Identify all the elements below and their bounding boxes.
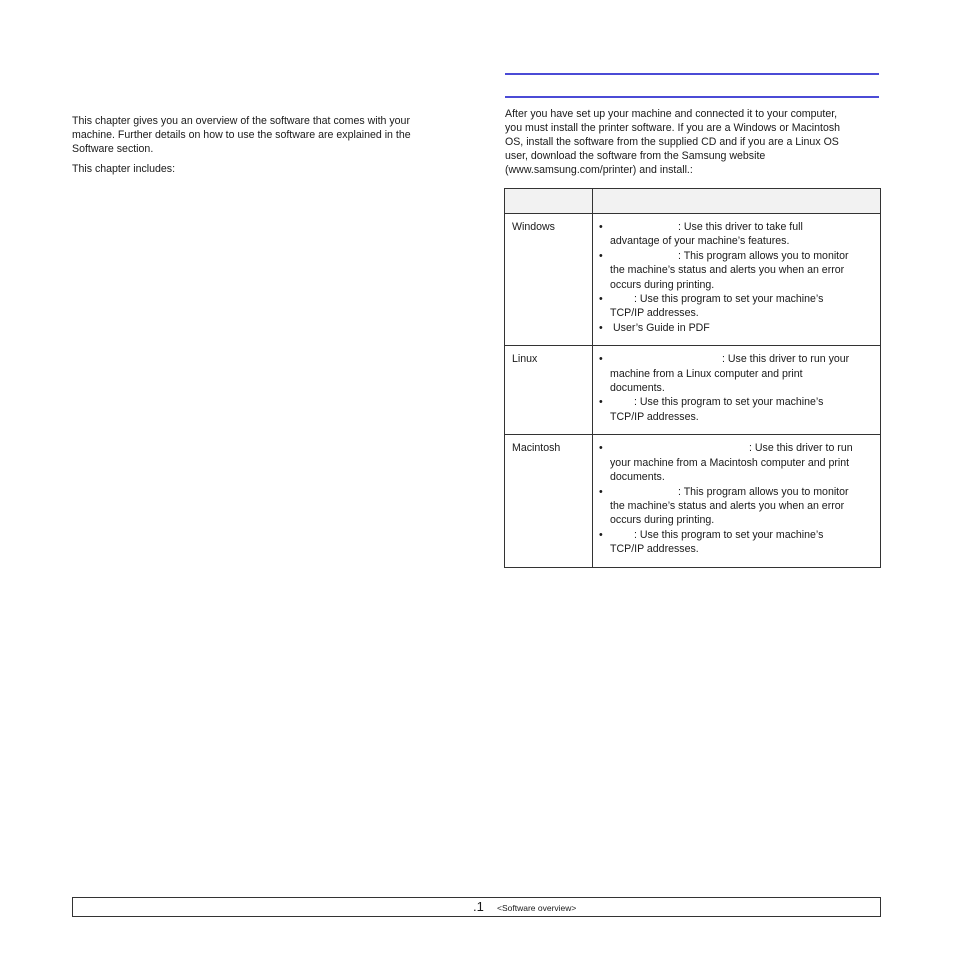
bullet-icon: •: [599, 249, 603, 262]
install-line-2: you must install the printer software. If you are a Windows or Macintosh: [505, 122, 841, 134]
item-text: documents.: [610, 471, 665, 484]
footer-section-title: <Software overview>: [497, 903, 577, 913]
item-text: TCP/IP addresses.: [610, 410, 699, 423]
intro-line-1: This chapter gives you an overview of the software that comes with your: [72, 115, 410, 127]
bullet-icon: •: [599, 293, 603, 306]
intro-line-3: Software section.: [72, 143, 154, 155]
item-text: your machine from a Macintosh computer and print: [610, 456, 850, 469]
software-table: [504, 188, 881, 568]
item-text: : Use this driver to take full: [678, 221, 803, 233]
list-item: [599, 485, 872, 528]
windows-item-list: [599, 220, 872, 335]
linux-item-list: [599, 352, 872, 424]
table-row-linux: [505, 346, 881, 435]
item-text: documents.: [610, 382, 665, 395]
chapter-includes-text: This chapter includes:: [72, 163, 176, 175]
list-item: [599, 395, 872, 424]
bullet-icon: •: [599, 442, 603, 455]
list-item: [599, 441, 872, 484]
contents-cell-macintosh: [593, 435, 881, 567]
item-text: : This program allows you to monitor: [678, 249, 849, 262]
item-text: the machine’s status and alerts you when an error: [610, 499, 845, 512]
install-line-4: user, download the software from the Samsung website: [505, 150, 766, 162]
os-cell-macintosh: Macintosh: [505, 435, 593, 567]
item-text: machine from a Linux computer and print: [610, 367, 803, 380]
list-item: [599, 352, 872, 395]
item-text: occurs during printing.: [610, 278, 715, 291]
table-header-row: [505, 189, 881, 214]
table-row-windows: [505, 214, 881, 346]
list-item: [599, 292, 872, 321]
header-os: [505, 189, 593, 214]
item-text: User’s Guide in PDF: [613, 321, 710, 334]
item-text: : This program allows you to monitor: [678, 485, 849, 498]
bullet-icon: •: [599, 321, 603, 334]
install-line-5: (www.samsung.com/printer) and install.:: [505, 164, 693, 176]
item-text: occurs during printing.: [610, 514, 715, 527]
contents-cell-windows: [593, 214, 881, 346]
item-text: : Use this program to set your machine’s: [634, 528, 824, 541]
table-row-macintosh: [505, 435, 881, 567]
page-number: .1: [473, 899, 484, 914]
list-item: [599, 321, 872, 335]
intro-line-2: machine. Further details on how to use the software are explained in the: [72, 129, 411, 141]
heading-rule-bottom: [505, 96, 879, 98]
item-text: the machine’s status and alerts you when an error: [610, 264, 845, 277]
bullet-icon: •: [599, 353, 603, 366]
bullet-icon: •: [599, 221, 603, 233]
contents-cell-linux: [593, 346, 881, 435]
item-text: : Use this program to set your machine’s: [634, 293, 824, 306]
install-paragraph: [505, 107, 840, 177]
os-cell-linux: Linux: [505, 346, 593, 435]
bullet-icon: •: [599, 396, 603, 409]
item-text: TCP/IP addresses.: [610, 543, 699, 556]
item-text: : Use this driver to run: [749, 442, 853, 455]
header-contents: [593, 189, 881, 214]
item-text: : Use this driver to run your: [722, 353, 850, 366]
page-footer: [72, 897, 881, 917]
item-text: : Use this program to set your machine’s: [634, 396, 824, 409]
macintosh-item-list: [599, 441, 872, 556]
install-line-3: OS, install the software from the supplied CD and if you are a Linux OS: [505, 136, 839, 148]
list-item: [599, 528, 872, 557]
bullet-icon: •: [599, 485, 603, 498]
os-cell-windows: Windows: [505, 214, 593, 346]
intro-paragraph: [72, 114, 411, 156]
list-item: [599, 249, 872, 292]
bullet-icon: •: [599, 528, 603, 541]
install-line-1: After you have set up your machine and connected it to your computer,: [505, 108, 838, 120]
item-text: advantage of your machine’s features.: [610, 235, 790, 248]
heading-rule-top: [505, 73, 879, 75]
item-text: TCP/IP addresses.: [610, 307, 699, 320]
list-item: [599, 220, 872, 249]
